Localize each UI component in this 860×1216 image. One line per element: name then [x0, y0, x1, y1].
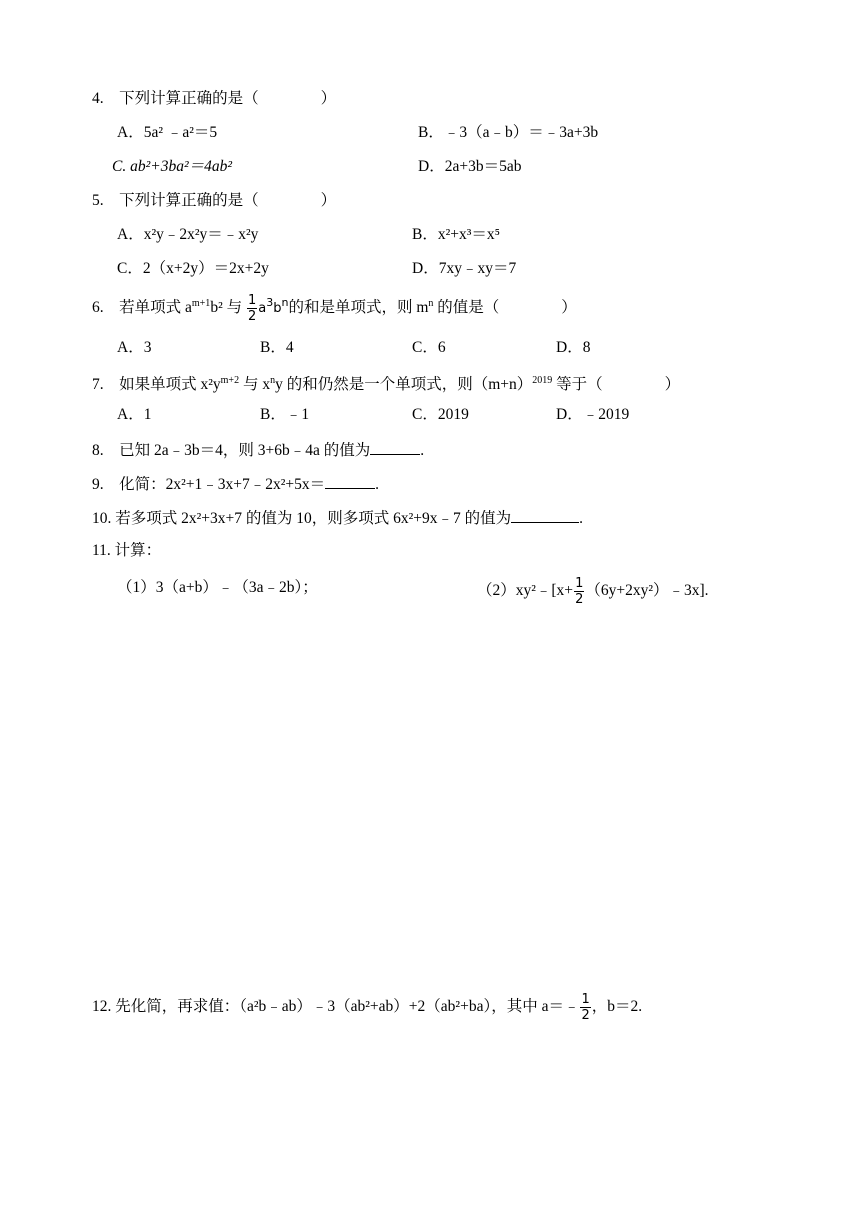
q11-part2-before: （2）xy²﹣[x+ — [477, 582, 574, 600]
q12-fraction-denominator: 2 — [581, 1008, 590, 1023]
q11-part2-after: （6y+2xy²）﹣3x]. — [585, 582, 709, 600]
q10-end: . — [579, 510, 584, 527]
q7-option-a: A．1 — [117, 406, 152, 423]
q6-monomial-exp3: 3 — [266, 296, 274, 309]
q6-stem-after: 的和是单项式，则 m — [288, 299, 429, 317]
q7-sup-m2: m+2 — [220, 375, 240, 386]
q7-stem — [92, 370, 680, 396]
q9 — [92, 472, 379, 496]
q7-stem-mid2: y 的和仍然是一个单项式，则（m+n） — [275, 376, 533, 394]
q6-fraction-denominator: 2 — [247, 309, 257, 325]
q5-option-a: A．x²y﹣2x²y＝﹣x²y — [117, 226, 259, 243]
q8-end: . — [420, 442, 425, 459]
q12-fraction — [580, 993, 590, 1022]
q8-text: 8. 已知 2a﹣3b＝4，则 3+6b﹣4a 的值为 — [92, 442, 371, 459]
q6-monomial-b: b — [273, 301, 282, 317]
q11-fraction — [574, 577, 584, 606]
q11-part2 — [477, 577, 709, 606]
q6-option-d: D．8 — [556, 339, 591, 356]
q12-after: ，b＝2. — [591, 998, 643, 1016]
q4-option-b: B．﹣3（a﹣b）＝﹣3a+3b — [418, 124, 599, 141]
q9-answer-blank — [325, 472, 375, 489]
q6-option-b: B．4 — [260, 339, 294, 356]
q9-text: 9. 化简：2x²+1﹣3x+7﹣2x²+5x＝ — [92, 476, 326, 493]
q6-fraction-numerator: 1 — [247, 293, 257, 309]
q4-option-d: D．2a+3b＝5ab — [418, 158, 522, 175]
q12-fraction-numerator: 1 — [581, 992, 590, 1007]
q11-fraction-denominator: 2 — [575, 592, 584, 607]
q6-sup-n: n — [428, 298, 434, 309]
q10-answer-blank — [511, 506, 579, 523]
q10 — [92, 506, 583, 530]
q6-sup-exponent: m+1 — [191, 298, 211, 309]
q8-answer-blank — [370, 438, 420, 455]
q7-option-d: D．﹣2019 — [556, 406, 630, 423]
q6-monomial-a: a — [258, 301, 267, 317]
q7-stem-mid: 与 x — [239, 376, 271, 394]
q9-end: . — [375, 476, 380, 493]
q8 — [92, 438, 424, 462]
q7-stem-before: 7. 如果单项式 x²y — [92, 376, 221, 394]
q6-fraction — [247, 294, 257, 323]
q10-text: 10. 若多项式 2x²+3x+7 的值为 10，则多项式 6x²+9x﹣7 的值为 — [92, 510, 512, 527]
q12-before: 12. 先化简，再求值：（a²b﹣ab）﹣3（ab²+ab）+2（ab²+ba），其中 a＝﹣ — [92, 998, 580, 1016]
q6-monomial-expn: n — [281, 296, 289, 309]
q6-stem-end: 的值是（ ） — [433, 299, 577, 317]
q7-sup-2019: 2019 — [532, 375, 553, 386]
q4-option-a: A．5a² ﹣a²＝5 — [117, 124, 218, 141]
q5-option-c: C．2（x+2y）＝2x+2y — [117, 260, 269, 277]
q4-stem: 4. 下列计算正确的是（ ） — [92, 90, 337, 107]
q7-option-b: B．﹣1 — [260, 406, 310, 423]
q11-part1: （1）3（a+b）﹣（3a﹣2b）； — [117, 579, 318, 596]
q12 — [92, 993, 642, 1022]
q6-stem-before: 6. 若单项式 a — [92, 299, 192, 317]
q6-option-c: C．6 — [412, 339, 446, 356]
q7-option-c: C．2019 — [412, 406, 469, 423]
q5-stem: 5. 下列计算正确的是（ ） — [92, 192, 337, 209]
q5-option-b: B．x²+x³＝x⁵ — [412, 226, 501, 243]
q11-fraction-numerator: 1 — [575, 576, 584, 591]
q11-stem: 11. 计算： — [92, 542, 162, 559]
q4-option-c: C. ab²+3ba²＝4ab² — [112, 158, 232, 175]
q5-option-d: D．7xy﹣xy＝7 — [412, 260, 517, 277]
q6-stem — [92, 292, 577, 323]
q6-stem-mid: b² 与 — [210, 299, 243, 317]
q7-stem-end: 等于（ ） — [552, 376, 681, 394]
q6-option-a: A．3 — [117, 339, 152, 356]
q7-sup-n: n — [270, 375, 276, 386]
